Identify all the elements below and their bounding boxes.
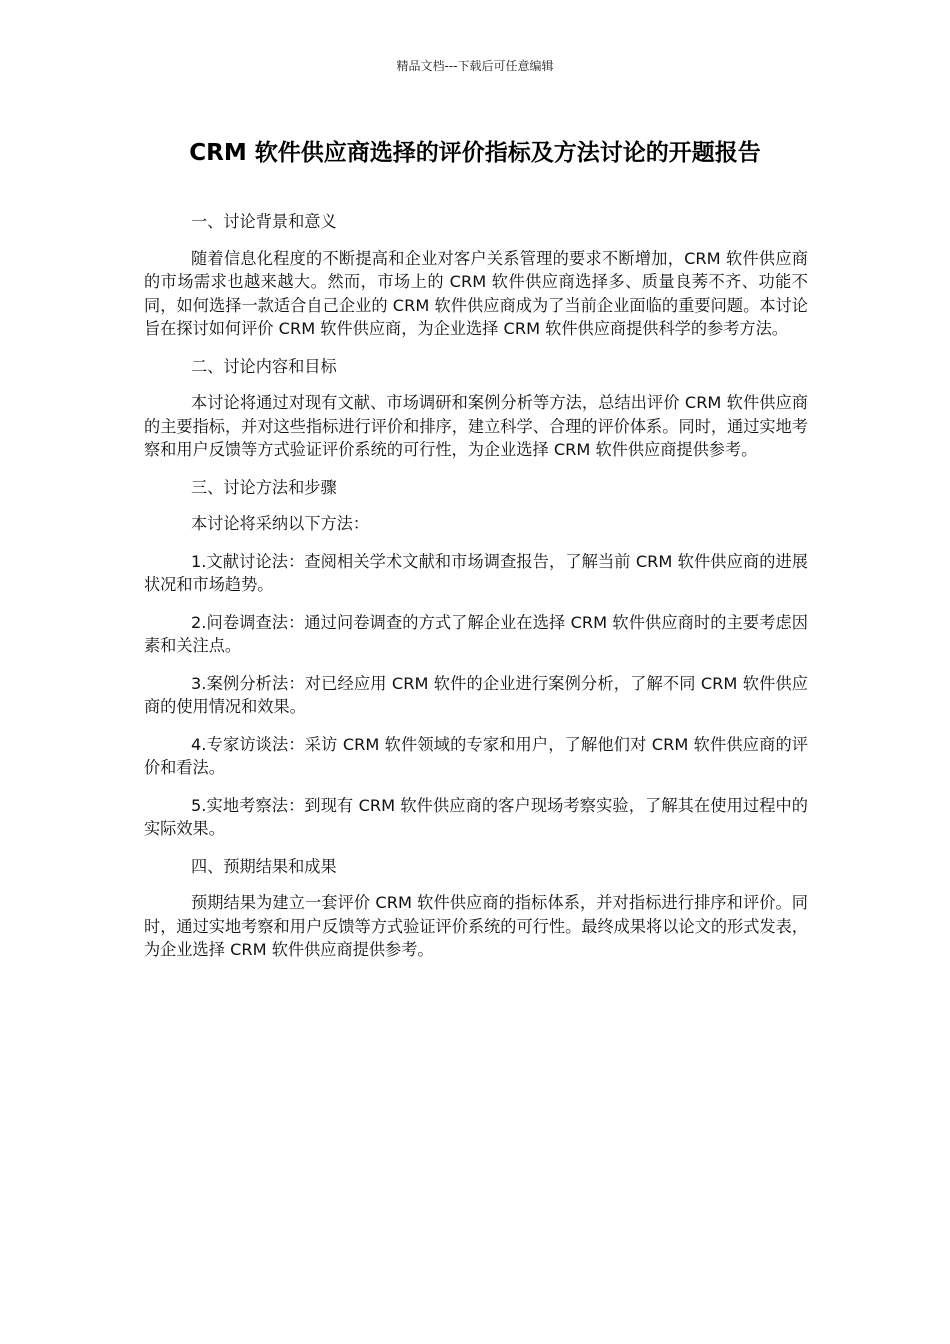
document-title: CRM 软件供应商选择的评价指标及方法讨论的开题报告	[189, 140, 761, 166]
section-heading-methods: 三、讨论方法和步骤	[190, 477, 337, 497]
section-heading-expected-results: 四、预期结果和成果	[190, 856, 337, 876]
paragraph-methods-intro: 本讨论将采纳以下方法：	[190, 514, 370, 533]
section-heading-background: 一、讨论背景和意义	[190, 212, 337, 231]
list-item-method-2: 2.问卷调查法：通过问卷调查的方式了解企业在选择 CRM 软件供应商时的主要考虑因素和关注点。	[144, 612, 808, 655]
paragraph-content-goals: 本讨论将通过对现有文献、市场调研和案例分析等方法，总结出评价 CRM 软件供应商的主要指标，并对这些指标进行评价和排序，建立科学、合理的评价体系。同时，通过实地考察和用户反馈等方式验证评价系统的可行性，为企业选择 CRM 软件供应商提供参考。	[144, 393, 808, 459]
header-note: 精品文档---下载后可任意编辑	[396, 59, 554, 73]
list-item-method-5: 5.实地考察法：到现有 CRM 软件供应商的客户现场考察实验，了解其在使用过程中的实际效果。	[144, 795, 808, 838]
section-heading-content-goals: 二、讨论内容和目标	[190, 356, 337, 376]
paragraph-background: 随着信息化程度的不断提高和企业对客户关系管理的要求不断增加，CRM 软件供应商的市场需求也越来越大。然而，市场上的 CRM 软件供应商选择多、质量良莠不齐、功能不同，如何选择一款适合自己企业的 CRM 软件供应商成为了当前企业面临的重要问题。本讨论旨在探讨如何评价 CRM 软件供应商，为企业选择 CRM 软件供应商提供科学的参考方法。	[144, 248, 808, 338]
list-item-method-4: 4.专家访谈法：采访 CRM 软件领域的专家和用户，了解他们对 CRM 软件供应商的评价和看法。	[144, 734, 808, 777]
list-item-method-3: 3.案例分析法：对已经应用 CRM 软件的企业进行案例分析，了解不同 CRM 软件供应商的使用情况和效果。	[144, 673, 808, 716]
list-item-method-1: 1.文献讨论法：查阅相关学术文献和市场调查报告，了解当前 CRM 软件供应商的进展状况和市场趋势。	[144, 551, 808, 594]
document-body	[144, 210, 808, 976]
paragraph-expected-results: 预期结果为建立一套评价 CRM 软件供应商的指标体系，并对指标进行排序和评价。同时，通过实地考察和用户反馈等方式验证评价系统的可行性。最终成果将以论文的形式发表，为企业选择 CRM 软件供应商提供参考。	[144, 893, 808, 959]
